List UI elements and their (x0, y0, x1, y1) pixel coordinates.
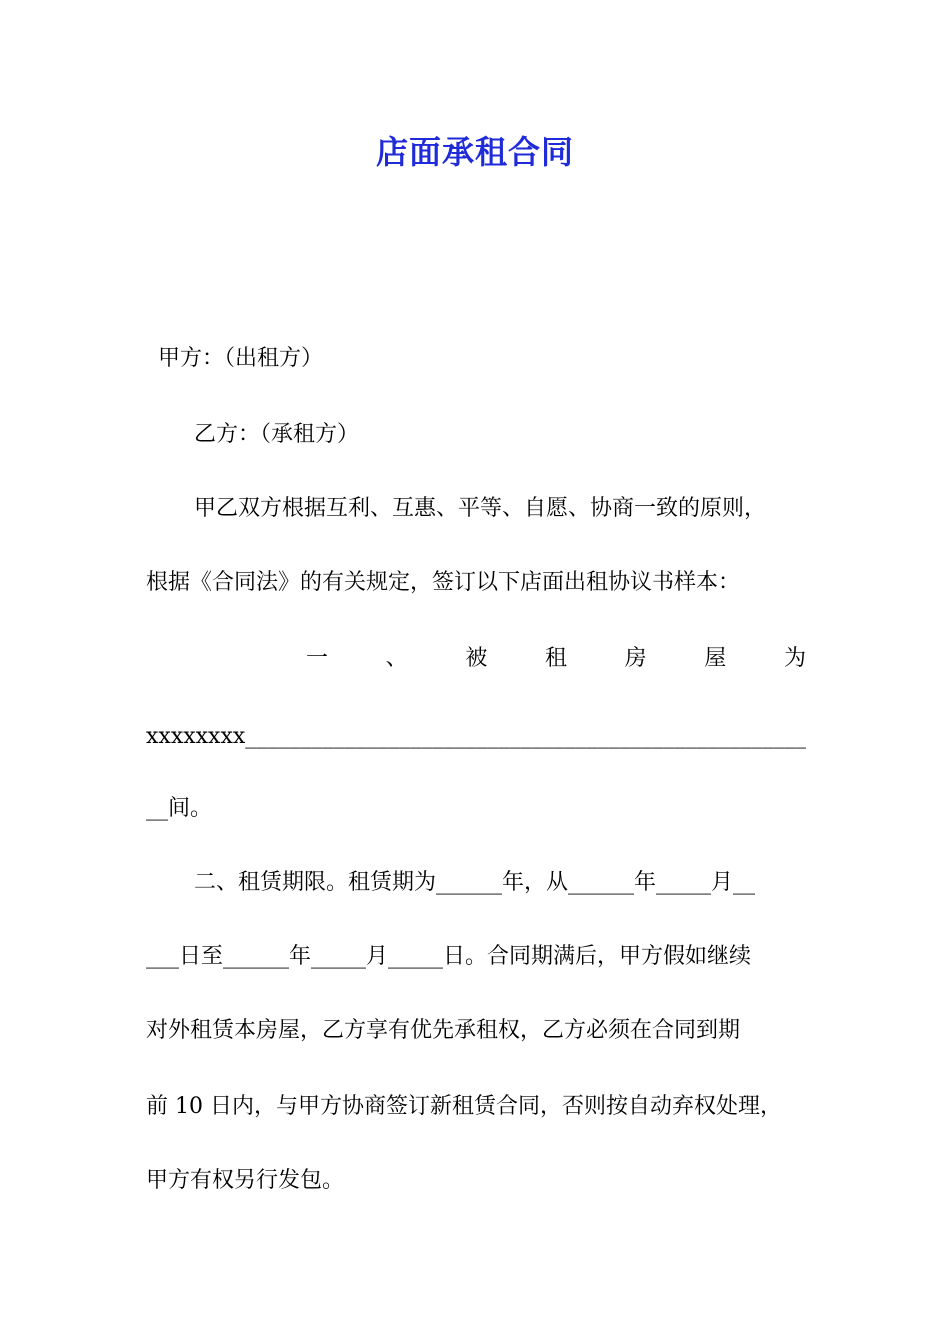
party-a-line: 甲方：（出租方） (158, 346, 324, 371)
party-b-line: 乙方：（承租方） (194, 422, 360, 447)
clause-2-line-5: 甲方有权另行发包。 (146, 1168, 345, 1193)
intro-paragraph-line-1: 甲乙双方根据互利、互惠、平等、自愿、协商一致的原则， (194, 496, 767, 521)
document-title: 店面承租合同 (375, 133, 574, 171)
clause-1-line-3: __间。 (146, 796, 213, 821)
clause-2-line-1: 二、租赁期限。租赁期为______年，从______年_____月__ (194, 870, 756, 895)
clause-1-line-2: xxxxxxxx___________________________________________________ (146, 724, 806, 749)
clause-1-char: 房 (624, 646, 647, 671)
clause-1-char: 、 (385, 646, 408, 671)
clause-1-line-1 (146, 644, 806, 674)
clause-1-char: 屋 (704, 646, 727, 671)
clause-2-line-2: ___日至______年_____月_____日。合同期满后，甲方假如继续 (146, 944, 752, 969)
intro-paragraph-line-2: 根据《合同法》的有关规定，签订以下店面出租协议书样本： (146, 570, 741, 595)
clause-1-char: 为 (783, 646, 806, 671)
clause-1-char: 一 (306, 646, 329, 671)
clause-1-char: 租 (544, 646, 567, 671)
clause-2-line-4: 前 10 日内，与甲方协商签订新租赁合同，否则按自动弃权处理， (146, 1094, 782, 1119)
clause-1-char: 被 (465, 646, 488, 671)
clause-2-line-3: 对外租赁本房屋，乙方享有优先承租权，乙方必须在合同到期 (146, 1018, 741, 1043)
